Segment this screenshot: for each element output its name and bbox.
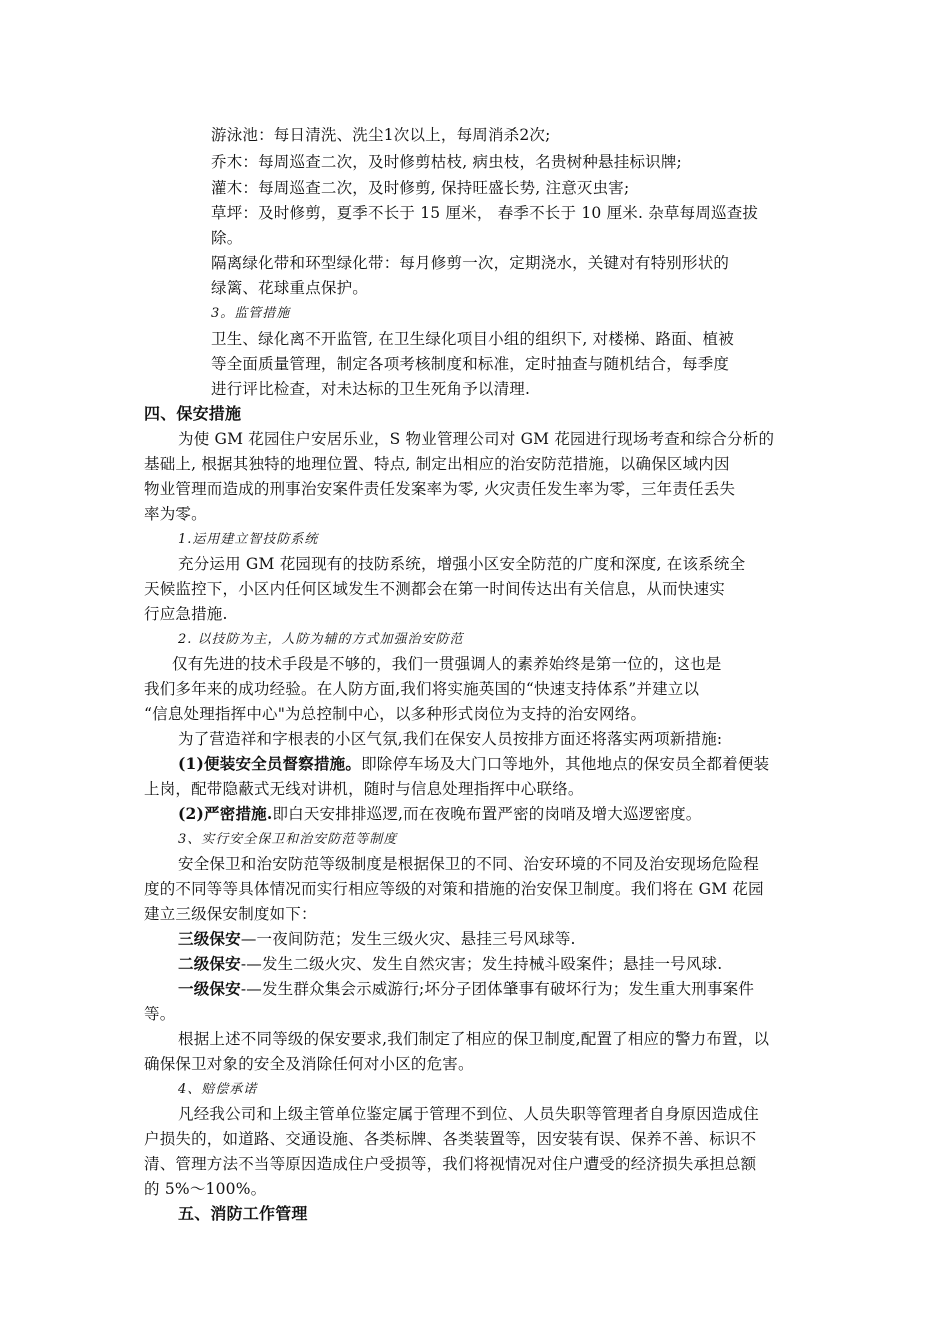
- text-line: 我们多年来的成功经验。在人防方面,我们将实施英国的“快速支持体系”并建立以: [144, 680, 700, 698]
- text-line: 等。: [144, 1005, 176, 1023]
- level-text: —一夜间防范；发生三级火灾、悬挂三号风球等.: [240, 930, 576, 948]
- subheading: 3。监管措施: [211, 306, 291, 321]
- text-line: 建立三级保安制度如下：: [144, 905, 317, 923]
- measure-text: 即除停车场及大门口等地外，其他地点的保安员全都着便装: [361, 755, 770, 773]
- text-line: 基础上, 根据其独特的地理位置、特点, 制定出相应的治安防范措施，以确保区域内因: [144, 455, 730, 473]
- level-text: -—发生群众集会示威游行;坏分子团体肇事有破坏行为；发生重大刑事案件: [240, 980, 755, 998]
- text-line: 除。: [211, 229, 243, 247]
- text-line: “信息处理指挥中心"为总控制中心，以多种形式岗位为支持的治安网络。: [144, 705, 647, 723]
- text-line: 乔木：每周巡查二次，及时修剪枯枝, 病虫枝，名贵树种悬挂标识牌;: [211, 153, 682, 171]
- text-line: 为使 GM 花园住户安居乐业，S 物业管理公司对 GM 花园进行现场考查和综合分析的: [178, 430, 775, 448]
- subheading: 2. 以技防为主，人防为辅的方式加强治安防范: [178, 632, 464, 647]
- subheading: 3、实行安全保卫和治安防范等制度: [178, 832, 398, 847]
- text-line: 确保保卫对象的安全及消除任何对小区的危害。: [144, 1055, 474, 1073]
- text-line: 卫生、绿化离不开监管, 在卫生绿化项目小组的组织下, 对楼梯、路面、植被: [211, 330, 734, 348]
- text-line: 等全面质量管理，制定各项考核制度和标准，定时抽查与随机结合，每季度: [211, 355, 730, 373]
- text-line: 清、管理方法不当等原因造成住户受损等，我们将视情况对住户遭受的经济损失承担总额: [144, 1155, 757, 1173]
- section-heading: 四、保安措施: [144, 404, 242, 423]
- measure-line: [178, 803, 701, 825]
- section-heading: 五、消防工作管理: [178, 1204, 308, 1223]
- text-line: 根据上述不同等级的保安要求,我们制定了相应的保卫制度,配置了相应的警力布置，以: [178, 1030, 770, 1048]
- text-line: 为了营造祥和字根表的小区气氛,我们在保安人员按排方面还将落实两项新措施:: [178, 730, 723, 748]
- measure-line: [178, 753, 769, 775]
- text-line: 行应急措施.: [144, 605, 228, 623]
- text-line: 户损失的，如道路、交通设施、各类标牌、各类装置等，因安装有误、保养不善、标识不: [144, 1130, 757, 1148]
- subheading: 1.运用建立智技防系统: [178, 532, 319, 547]
- measure-title: (2)严密措施.: [178, 804, 273, 823]
- level-line: [178, 953, 722, 975]
- text-line: 充分运用 GM 花园现有的技防系统，增强小区安全防范的广度和深度, 在该系统全: [178, 555, 746, 573]
- level-line: [178, 928, 576, 950]
- level-line: [178, 978, 754, 1000]
- text-line: 灌木：每周巡查二次，及时修剪, 保持旺盛长势, 注意灭虫害;: [211, 179, 630, 197]
- level-title: 三级保安: [178, 929, 241, 948]
- text-line: 游泳池：每日清洗、洗尘1次以上，每周消杀2次;: [211, 126, 551, 144]
- text-line: 仅有先进的技术手段是不够的，我们一贯强调人的素养始终是第一位的，这也是: [172, 655, 722, 673]
- text-line: 度的不同等等具体情况而实行相应等级的对策和措施的治安保卫制度。我们将在 GM 花园: [144, 880, 764, 898]
- measure-text: 即白天安排排巡逻,而在夜晚布置严密的岗哨及增大巡逻密度。: [272, 805, 702, 823]
- text-line: 进行评比检查，对未达标的卫生死角予以清理.: [211, 380, 531, 398]
- level-text: -—发生二级火灾、发生自然灾害；发生持械斗殴案件；悬挂一号风球.: [240, 955, 723, 973]
- text-line: 率为零。: [144, 505, 207, 523]
- text-line: 的 5%～100%。: [144, 1180, 267, 1198]
- text-line: 天候监控下，小区内任何区域发生不测都会在第一时间传达出有关信息，从而快速实: [144, 580, 725, 598]
- text-line: 隔离绿化带和环型绿化带：每月修剪一次，定期浇水，关键对有特别形状的: [211, 254, 730, 272]
- text-line: 安全保卫和治安防范等级制度是根据保卫的不同、治安环境的不同及治安现场危险程: [178, 855, 759, 873]
- text-line: 绿篱、花球重点保护。: [211, 279, 369, 297]
- text-line: 凡经我公司和上级主管单位鉴定属于管理不到位、人员失职等管理者自身原因造成住: [178, 1105, 759, 1123]
- text-line: 物业管理而造成的刑事治安案件责任发案率为零, 火灾责任发生率为零，三年责任丢失: [144, 480, 736, 498]
- text-line: 上岗，配带隐蔽式无线对讲机，随时与信息处理指挥中心联络。: [144, 780, 584, 798]
- measure-title: (1)便装安全员督察措施。: [178, 754, 362, 773]
- text-line: 草坪：及时修剪，夏季不长于 15 厘米， 春季不长于 10 厘米. 杂草每周巡查拔: [211, 204, 759, 222]
- subheading: 4、赔偿承诺: [178, 1082, 258, 1097]
- level-title: 二级保安: [178, 954, 241, 973]
- level-title: 一级保安: [178, 979, 241, 998]
